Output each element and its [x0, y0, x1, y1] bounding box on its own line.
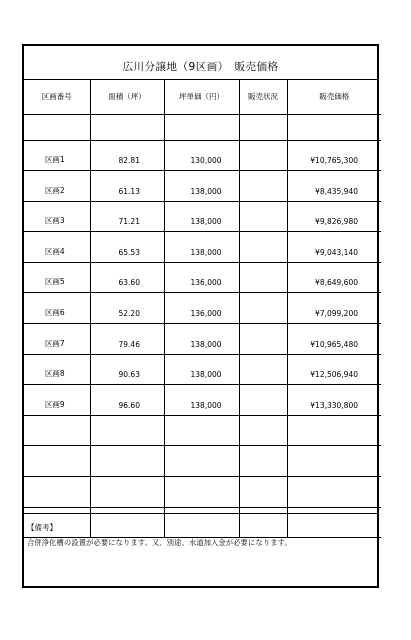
header-sale-price: 販売価格 — [287, 80, 381, 114]
remarks-section — [24, 513, 377, 588]
sheet-title: 広川分譲地（9区画） 販売価格 — [24, 46, 377, 80]
table-row-empty — [24, 446, 381, 477]
status-cell — [239, 171, 287, 202]
tsubo-price-cell: 138,000 — [164, 354, 239, 385]
area-cell: 82.81 — [90, 140, 164, 171]
status-cell — [239, 262, 287, 293]
price-cell: ¥7,099,200 — [287, 293, 381, 324]
table-row — [24, 293, 381, 324]
price-sheet — [22, 44, 379, 588]
tsubo-price-cell: 138,000 — [164, 171, 239, 202]
status-cell — [239, 324, 287, 355]
status-cell — [239, 385, 287, 416]
status-cell — [239, 293, 287, 324]
table-row — [24, 262, 381, 293]
price-cell: ¥8,649,600 — [287, 262, 381, 293]
area-cell: 71.21 — [90, 201, 164, 232]
lot-cell: 区画3 — [24, 201, 90, 232]
remarks-note: 合併浄化槽の設置が必要になります。又、別途、水道加入金が必要になります。 — [27, 538, 292, 547]
tsubo-price-cell: 138,000 — [164, 201, 239, 232]
price-cell: ¥9,043,140 — [287, 232, 381, 263]
area-cell: 61.13 — [90, 171, 164, 202]
table-row — [24, 201, 381, 232]
header-sales-status: 販売状況 — [239, 80, 287, 114]
lot-cell: 区画1 — [24, 140, 90, 171]
area-cell: 79.46 — [90, 324, 164, 355]
header-area: 面積（坪） — [90, 80, 164, 114]
price-cell: ¥12,506,940 — [287, 354, 381, 385]
tsubo-price-cell: 130,000 — [164, 140, 239, 171]
lot-cell: 区画9 — [24, 385, 90, 416]
lot-cell: 区画6 — [24, 293, 90, 324]
area-cell: 63.60 — [90, 262, 164, 293]
area-cell: 52.20 — [90, 293, 164, 324]
status-cell — [239, 354, 287, 385]
table-row — [24, 385, 381, 416]
area-cell: 96.60 — [90, 385, 164, 416]
table-row — [24, 140, 381, 171]
area-cell: 90.63 — [90, 354, 164, 385]
status-cell — [239, 140, 287, 171]
lot-cell: 区画8 — [24, 354, 90, 385]
tsubo-price-cell: 138,000 — [164, 232, 239, 263]
status-cell — [239, 232, 287, 263]
table-row — [24, 354, 381, 385]
price-cell: ¥13,330,800 — [287, 385, 381, 416]
area-cell: 65.53 — [90, 232, 164, 263]
lot-cell: 区画7 — [24, 324, 90, 355]
table-row — [24, 324, 381, 355]
status-cell — [239, 201, 287, 232]
price-table — [24, 80, 381, 538]
tsubo-price-cell: 138,000 — [164, 324, 239, 355]
price-cell: ¥8,435,940 — [287, 171, 381, 202]
lot-cell: 区画5 — [24, 262, 90, 293]
lot-cell: 区画4 — [24, 232, 90, 263]
table-row — [24, 232, 381, 263]
price-cell: ¥9,826,980 — [287, 201, 381, 232]
table-row-empty — [24, 415, 381, 446]
tsubo-price-cell: 136,000 — [164, 293, 239, 324]
lot-cell: 区画2 — [24, 171, 90, 202]
remarks-label: 【備考】 — [27, 523, 57, 532]
header-lot-number: 区画番号 — [24, 80, 90, 114]
price-cell: ¥10,965,480 — [287, 324, 381, 355]
table-header-row — [24, 80, 381, 114]
tsubo-price-cell: 136,000 — [164, 262, 239, 293]
header-tsubo-price: 坪単価（円） — [164, 80, 239, 114]
table-spacer-row — [24, 114, 381, 140]
tsubo-price-cell: 138,000 — [164, 385, 239, 416]
table-row-empty — [24, 477, 381, 508]
table-row — [24, 171, 381, 202]
price-cell: ¥10,765,300 — [287, 140, 381, 171]
